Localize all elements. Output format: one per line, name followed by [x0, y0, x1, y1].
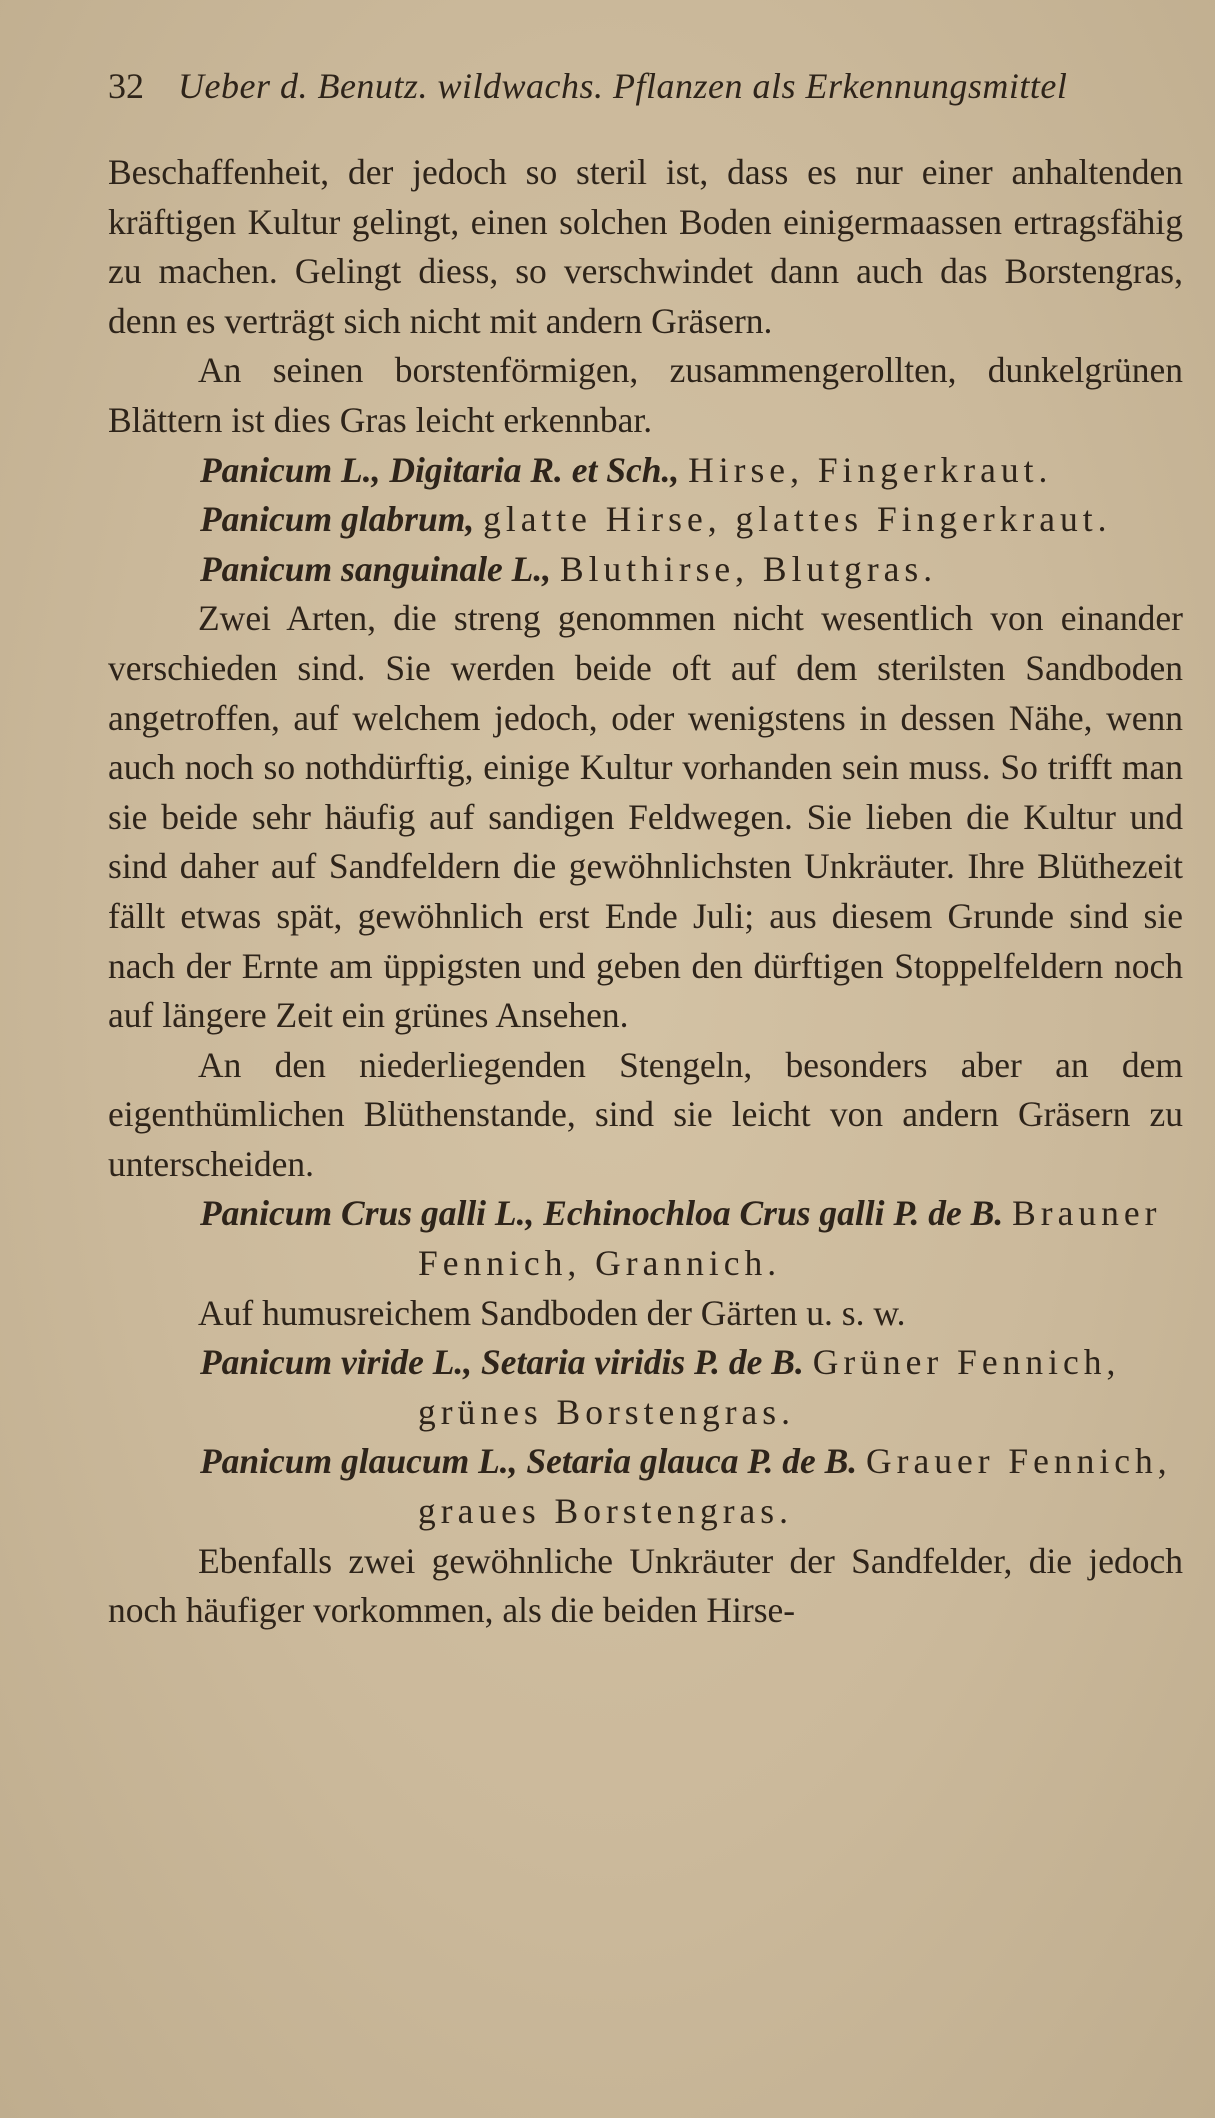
paragraph: An den niederliegenden Stengeln, besonders aber an dem eigenthümlichen Blüthenstande, sind sie leicht von andern Gräsern zu unterscheiden.	[108, 1044, 1183, 1184]
species-entry	[108, 1437, 1183, 1536]
page-number: 32	[108, 66, 144, 106]
latin-name: Panicum viride L., Setaria viridis P. de B.	[200, 1342, 804, 1383]
paragraph: Zwei Arten, die streng genommen nicht wesentlich von einander verschieden sind. Sie werden beide oft auf dem sterilsten Sandboden angetroffen, auf welchem jedoch, oder wenigstens in dessen Nähe, wenn auch noch so nothdürftig, einige Kultur vorhanden sein muss. So trifft man sie beide sehr häufig auf sandigen Feldwegen. Sie lieben die Kultur und sind daher auf Sandfeldern die gewöhnlichsten Unkräuter. Ihre Blüthezeit fällt etwas spät, gewöhnlich erst Ende Juli; aus diesem Grunde sind sie nach der Ernte am üppigsten und geben den dürftigen Stoppelfeldern noch auf längere Zeit ein grünes Ansehen.	[108, 598, 1183, 1036]
paragraph: An seinen borstenförmigen, zusammengerollten, dunkelgrünen Blättern ist dies Gras leicht erkennbar.	[108, 350, 1183, 440]
species-entry	[108, 495, 1183, 545]
book-page	[108, 60, 1183, 1636]
vernacular-name: Brauner Fennich, Grannich.	[418, 1193, 1162, 1284]
page-body	[108, 148, 1183, 1636]
vernacular-name: Grüner Fennich, grünes Borstengras.	[418, 1342, 1121, 1432]
running-title: Ueber d. Benutz. wildwachs. Pflanzen als Erkennungsmittel	[178, 66, 1068, 106]
latin-name: Panicum glaucum L., Setaria glauca P. de B.	[200, 1441, 858, 1482]
vernacular-name: Hirse, Fingerkraut.	[688, 449, 1053, 490]
species-entry	[108, 545, 1183, 595]
paragraph: Beschaffenheit, der jedoch so steril ist, dass es nur einer anhaltenden kräftigen Kultur gelingt, einen solchen Boden einigermaassen ertragsfähig zu machen. Gelingt diess, so verschwindet dann auch das Borstengras, denn es verträgt sich nicht mit andern Gräsern.	[108, 152, 1183, 341]
vernacular-name: glatte Hirse, glattes Fingerkraut.	[483, 499, 1112, 540]
vernacular-name: Grauer Fennich, graues Borstengras.	[418, 1441, 1172, 1532]
latin-name: Panicum sanguinale L.,	[200, 548, 552, 589]
paragraph: Ebenfalls zwei gewöhnliche Unkräuter der Sandfelder, die jedoch noch häufiger vorkommen, als die beiden Hirse-	[108, 1540, 1183, 1631]
species-entry	[108, 1338, 1183, 1437]
vernacular-name: Bluthirse, Blutgras.	[560, 548, 938, 589]
running-header	[108, 60, 1183, 112]
species-entry	[108, 446, 1183, 496]
species-entry	[108, 1189, 1183, 1288]
latin-name: Panicum glabrum,	[200, 499, 475, 540]
latin-name: Panicum L., Digitaria R. et Sch.,	[200, 449, 680, 490]
paragraph: Auf humusreichem Sandboden der Gärten u. s. w.	[198, 1292, 906, 1333]
latin-name: Panicum Crus galli L., Echinochloa Crus galli P. de B.	[200, 1193, 1004, 1234]
